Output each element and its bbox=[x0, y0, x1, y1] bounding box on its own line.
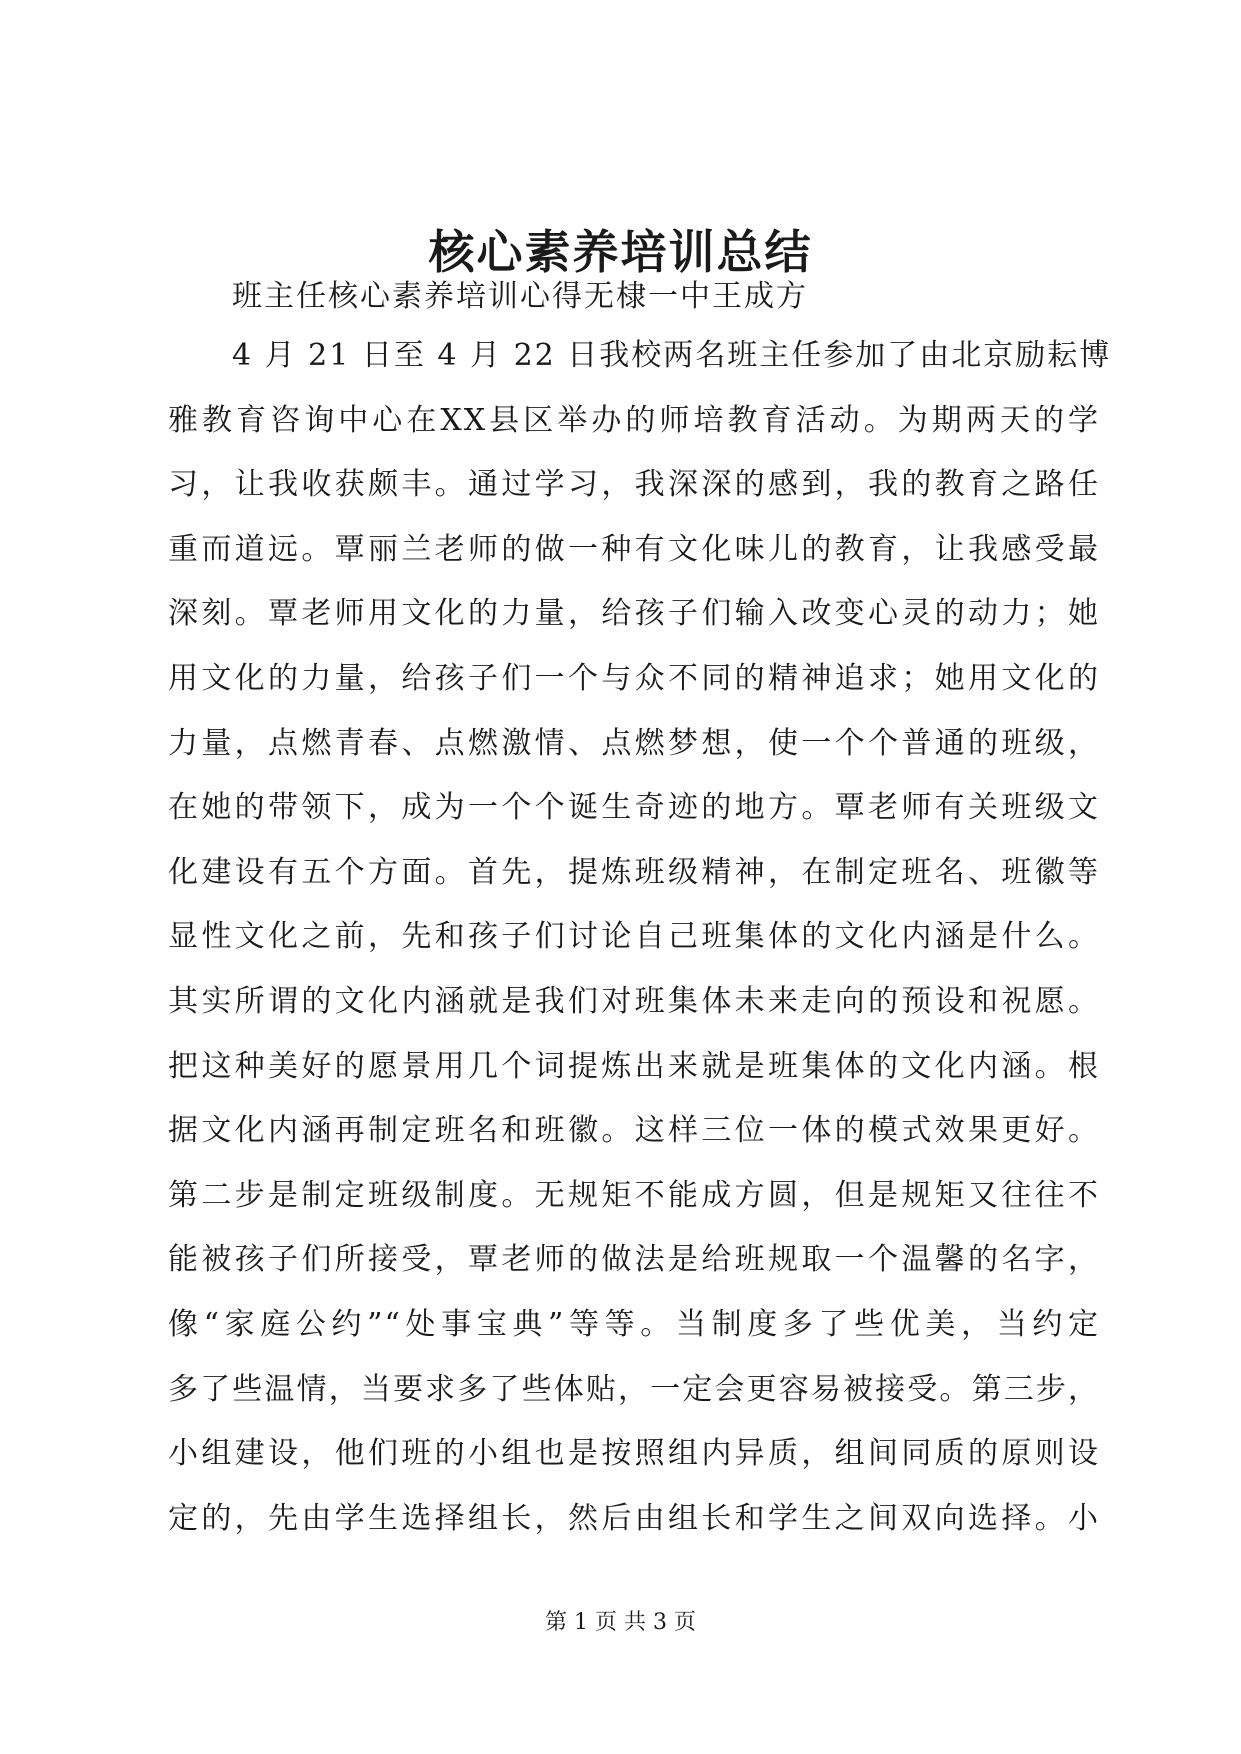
page-number-footer: 第 1 页 共 3 页 bbox=[545, 1610, 696, 1635]
body-line: 4 月 21 日至 4 月 22 日我校两名班主任参加了由北京励耘博 bbox=[232, 338, 1112, 373]
body-line: 重而道远。覃丽兰老师的做一种有文化味儿的教育，让我感受最 bbox=[168, 531, 1100, 567]
body-line: 显性文化之前，先和孩子们讨论自己班集体的文化内涵是什么。 bbox=[168, 919, 1100, 955]
body-line: 据文化内涵再制定班名和班徽。这样三位一体的模式效果更好。 bbox=[168, 1113, 1100, 1149]
body-line: 化建设有五个方面。首先，提炼班级精神，在制定班名、班徽等 bbox=[168, 854, 1100, 890]
body-line: 深刻。覃老师用文化的力量，给孩子们输入改变心灵的动力；她 bbox=[168, 596, 1100, 632]
body-line: 能被孩子们所接受，覃老师的做法是给班规取一个温馨的名字， bbox=[168, 1242, 1100, 1278]
body-line: 多了些温情，当要求多了些体贴，一定会更容易被接受。第三步， bbox=[168, 1371, 1100, 1407]
body-line: 第二步是制定班级制度。无规矩不能成方圆，但是规矩又往往不 bbox=[168, 1177, 1100, 1213]
body-line: 习，让我收获颇丰。通过学习，我深深的感到，我的教育之路任 bbox=[168, 467, 1100, 503]
body-line: 雅教育咨询中心在XX县区举办的师培教育活动。为期两天的学 bbox=[168, 402, 1100, 438]
body-line: 定的，先由学生选择组长，然后由组长和学生之间双向选择。小 bbox=[168, 1500, 1100, 1536]
document-subtitle: 班主任核心素养培训心得无棣一中王成方 bbox=[232, 279, 808, 314]
body-line: 在她的带领下，成为一个个诞生奇迹的地方。覃老师有关班级文 bbox=[168, 790, 1100, 826]
body-line: 用文化的力量，给孩子们一个与众不同的精神追求；她用文化的 bbox=[168, 660, 1100, 696]
body-line: 力量，点燃青春、点燃激情、点燃梦想，使一个个普通的班级， bbox=[168, 725, 1100, 761]
body-line: 小组建设，他们班的小组也是按照组内异质，组间同质的原则设 bbox=[168, 1436, 1100, 1472]
document-body bbox=[168, 324, 1112, 1551]
document-title: 核心素养培训总结 bbox=[428, 225, 813, 279]
body-line: 把这种美好的愿景用几个词提炼出来就是班集体的文化内涵。根 bbox=[168, 1048, 1100, 1084]
body-line: 像“家庭公约”“处事宝典”等等。当制度多了些优美，当约定 bbox=[168, 1306, 1100, 1342]
body-line: 其实所谓的文化内涵就是我们对班集体未来走向的预设和祝愿。 bbox=[168, 983, 1100, 1019]
